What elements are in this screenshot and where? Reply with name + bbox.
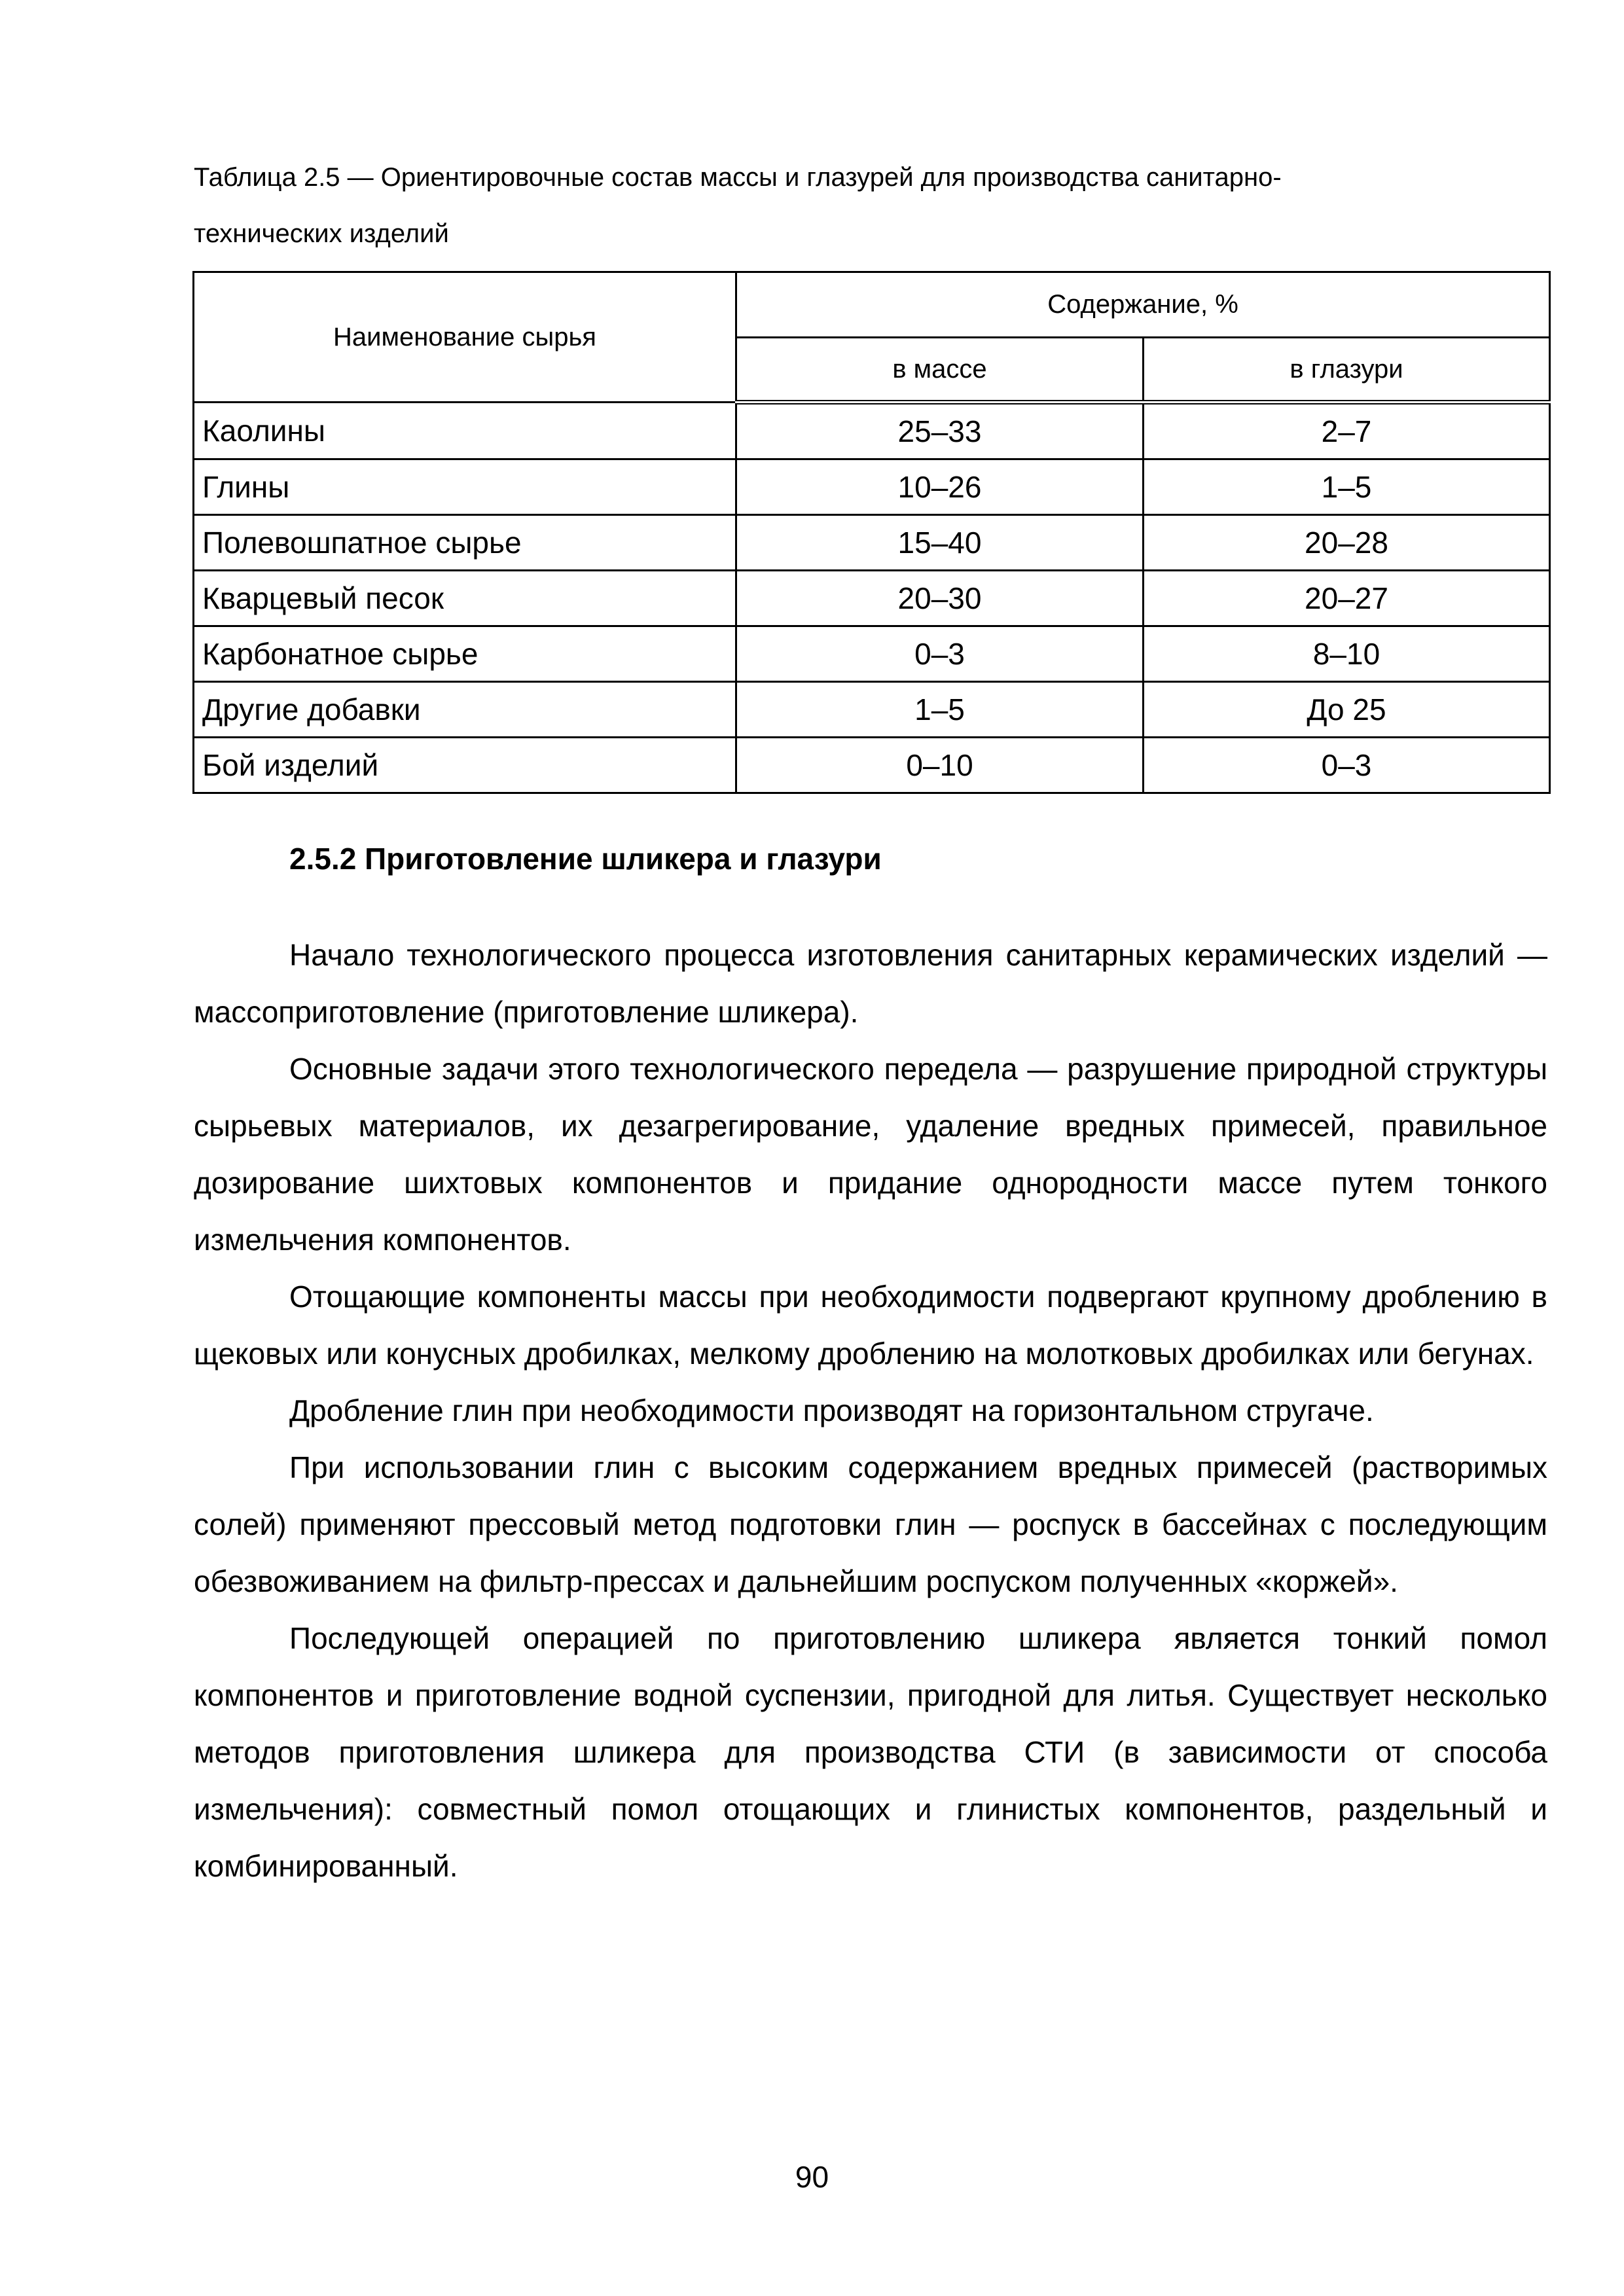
table-caption-line-2: технических изделий (194, 219, 449, 248)
table-caption (194, 149, 1457, 262)
row-glaze: 8–10 (1144, 626, 1550, 682)
paragraph: Дробление глин при необходимости производят на горизонтальном стругаче. (289, 1393, 1374, 1427)
header-content-percent: Содержание, % (736, 272, 1550, 338)
body-text (194, 927, 1547, 1895)
row-name: Глины (194, 459, 736, 515)
table-caption-line-1: Таблица 2.5 — Ориентировочные состав массы и глазурей для производства санитарно- (194, 163, 1282, 192)
header-in-glaze: в глазури (1144, 338, 1550, 403)
row-name: Каолины (194, 403, 736, 459)
table-row (194, 515, 1550, 571)
row-mass: 1–5 (736, 682, 1144, 738)
page-number: 90 (795, 2160, 829, 2194)
row-mass: 15–40 (736, 515, 1144, 571)
row-glaze: 20–28 (1144, 515, 1550, 571)
row-mass: 20–30 (736, 571, 1144, 626)
row-mass: 0–10 (736, 738, 1144, 793)
paragraph: Начало технологического процесса изготовления санитарных керамических изделий — массоприготовление (приготовление шликера). (194, 938, 1547, 1029)
paragraph: Основные задачи этого технологического передела — разрушение природной структуры сырьевых материалов, их дезагрегирование, удаление вредных примесей, правильное дозирование шихтовых компонентов и придание однородности массе путем тонкого измельчения компонентов. (194, 1052, 1547, 1257)
table-row (194, 626, 1550, 682)
row-name: Кварцевый песок (194, 571, 736, 626)
table-row (194, 403, 1550, 459)
table-row (194, 738, 1550, 793)
row-glaze: 2–7 (1144, 403, 1550, 459)
table-header-row-1 (194, 272, 1550, 338)
row-glaze: 0–3 (1144, 738, 1550, 793)
header-raw-material-name: Наименование сырья (194, 272, 736, 403)
row-mass: 0–3 (736, 626, 1144, 682)
row-mass: 25–33 (736, 403, 1144, 459)
row-glaze: 20–27 (1144, 571, 1550, 626)
paragraph: Отощающие компоненты массы при необходимости подвергают крупному дроблению в щековых или конусных дробилках, мелкому дроблению на молотковых дробилках или бегунах. (194, 1280, 1547, 1371)
composition-table (192, 271, 1551, 794)
row-name: Другие добавки (194, 682, 736, 738)
row-name: Карбонатное сырье (194, 626, 736, 682)
table-row (194, 459, 1550, 515)
row-glaze: 1–5 (1144, 459, 1550, 515)
row-glaze: До 25 (1144, 682, 1550, 738)
paragraph: При использовании глин с высоким содержанием вредных примесей (растворимых солей) применяют прессовый метод подготовки глин — роспуск в бассейнах с последующим обезвоживанием на фильтр-прессах и дальнейшим роспуском полученных «коржей». (194, 1450, 1547, 1598)
row-mass: 10–26 (736, 459, 1144, 515)
row-name: Полевошпатное сырье (194, 515, 736, 571)
table-row (194, 571, 1550, 626)
table-row (194, 682, 1550, 738)
row-name: Бой изделий (194, 738, 736, 793)
section-heading: 2.5.2 Приготовление шликера и глазури (289, 842, 882, 876)
header-in-mass: в массе (736, 338, 1144, 403)
paragraph: Последующей операцией по приготовлению шликера является тонкий помол компонентов и приготовление водной суспензии, пригодной для литья. Существует несколько методов приготовления шликера для производства СТИ (в зависимости от способа измельчения): совместный помол отощающих и глинистых компонентов, раздельный и комбинированный. (194, 1621, 1547, 1883)
